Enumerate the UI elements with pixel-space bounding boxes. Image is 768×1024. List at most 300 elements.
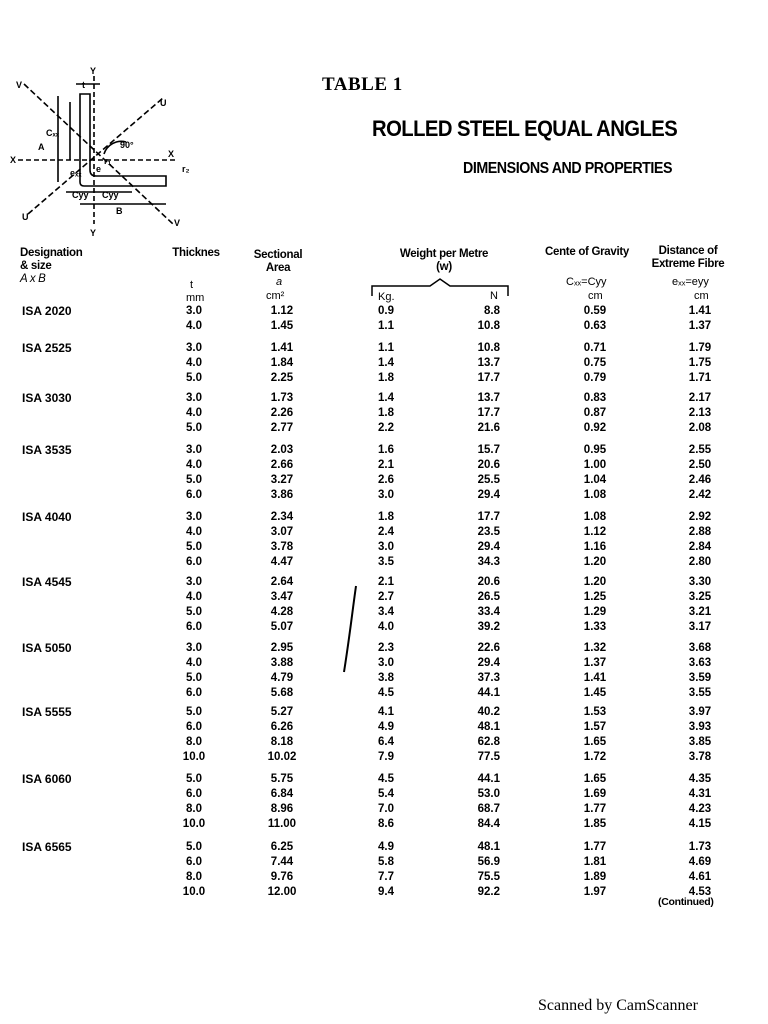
row-designation: ISA 3030	[22, 391, 72, 405]
row-thickness: 5.0	[186, 841, 202, 853]
table-row	[0, 319, 768, 334]
diagram-label-u-bottom: U	[22, 212, 29, 222]
row-area: 2.25	[270, 372, 294, 384]
row-thickness: 5.0	[186, 474, 202, 486]
row-extreme-fibre: 4.35	[688, 773, 712, 785]
diagram-label-cxx: Cₓₓ	[46, 128, 60, 138]
diagram-label-angle: 90°	[120, 140, 134, 150]
row-weight-n: 33.4	[477, 606, 500, 618]
row-area: 2.34	[270, 511, 294, 523]
row-centre-gravity: 1.89	[583, 871, 607, 883]
row-centre-gravity: 0.59	[583, 305, 607, 317]
diagram-label-cyy-right: Cyy	[102, 190, 119, 200]
row-thickness: 8.0	[186, 871, 202, 883]
row-weight-kg: 3.0	[378, 657, 394, 669]
header-thickness-unit: mm	[186, 292, 205, 304]
row-weight-kg: 9.4	[378, 886, 394, 898]
row-area: 2.26	[270, 407, 294, 419]
row-weight-n: 29.4	[477, 489, 500, 501]
row-thickness: 3.0	[186, 576, 202, 588]
row-weight-n: 25.5	[477, 474, 500, 486]
row-thickness: 4.0	[186, 407, 202, 419]
row-centre-gravity: 0.63	[583, 320, 607, 332]
row-weight-kg: 1.1	[378, 320, 394, 332]
row-weight-n: 17.7	[477, 407, 500, 419]
row-weight-kg: 1.4	[378, 392, 394, 404]
row-extreme-fibre: 3.93	[688, 721, 712, 733]
row-centre-gravity: 1.97	[583, 886, 607, 898]
row-centre-gravity: 1.65	[583, 736, 607, 748]
table-row	[0, 341, 768, 356]
table-row	[0, 421, 768, 436]
row-weight-kg: 4.1	[378, 706, 394, 718]
row-thickness: 6.0	[186, 489, 202, 501]
row-centre-gravity: 1.00	[583, 459, 607, 471]
row-weight-kg: 1.6	[378, 444, 394, 456]
row-weight-n: 84.4	[477, 818, 500, 830]
row-centre-gravity: 1.08	[583, 489, 607, 501]
table-label: TABLE 1	[322, 74, 403, 95]
page-subtitle: DIMENSIONS AND PROPERTIES	[463, 160, 673, 177]
row-thickness: 3.0	[186, 511, 202, 523]
row-weight-kg: 7.7	[378, 871, 394, 883]
diagram-label-x-left: X	[10, 155, 17, 165]
row-weight-kg: 3.0	[378, 489, 394, 501]
row-thickness: 5.0	[186, 372, 202, 384]
row-centre-gravity: 1.72	[583, 751, 607, 763]
header-cog: Cente of Gravity	[544, 246, 630, 258]
row-thickness: 10.0	[182, 886, 206, 898]
diagram-label-v-bottom: V	[174, 218, 181, 228]
row-weight-n: 29.4	[477, 541, 500, 553]
row-weight-kg: 2.6	[378, 474, 394, 486]
table-row	[0, 371, 768, 386]
table-row	[0, 510, 768, 525]
row-thickness: 4.0	[186, 657, 202, 669]
row-extreme-fibre: 3.63	[688, 657, 712, 669]
row-extreme-fibre: 2.88	[688, 526, 712, 538]
row-extreme-fibre: 2.13	[688, 407, 712, 419]
row-extreme-fibre: 1.73	[688, 841, 712, 853]
table-row	[0, 855, 768, 870]
row-area: 3.88	[270, 657, 294, 669]
row-area: 7.44	[270, 856, 294, 868]
header-extreme-formula: eₓₓ=eyy	[672, 276, 709, 288]
row-weight-n: 44.1	[477, 687, 500, 699]
row-extreme-fibre: 2.08	[688, 422, 712, 434]
table-row	[0, 772, 768, 787]
row-thickness: 5.0	[186, 541, 202, 553]
row-area: 6.26	[270, 721, 294, 733]
table-row	[0, 671, 768, 686]
row-designation: ISA 2525	[22, 341, 72, 355]
row-extreme-fibre: 3.59	[688, 672, 712, 684]
row-centre-gravity: 1.25	[583, 591, 607, 603]
table-row	[0, 473, 768, 488]
diagram-label-r1: r₁	[104, 156, 112, 166]
diagram-label-r2: r₂	[182, 164, 190, 174]
table-row	[0, 406, 768, 421]
row-extreme-fibre: 2.46	[688, 474, 712, 486]
row-centre-gravity: 0.95	[583, 444, 607, 456]
row-centre-gravity: 1.41	[583, 672, 607, 684]
row-area: 8.18	[270, 736, 294, 748]
page-title: ROLLED STEEL EQUAL ANGLES	[372, 116, 678, 141]
row-weight-kg: 2.1	[378, 459, 394, 471]
row-thickness: 6.0	[186, 721, 202, 733]
row-centre-gravity: 1.53	[583, 706, 607, 718]
row-centre-gravity: 0.71	[583, 342, 607, 354]
row-area: 12.00	[267, 886, 297, 898]
row-area: 6.25	[270, 841, 294, 853]
continued-note: (Continued)	[658, 896, 714, 908]
row-centre-gravity: 1.20	[583, 576, 607, 588]
row-weight-kg: 1.1	[378, 342, 394, 354]
table-row	[0, 656, 768, 671]
row-thickness: 6.0	[186, 556, 202, 568]
row-weight-n: 56.9	[477, 856, 500, 868]
row-area: 3.27	[270, 474, 294, 486]
row-extreme-fibre: 2.42	[688, 489, 712, 501]
row-area: 6.84	[270, 788, 294, 800]
header-area-symbol: a	[276, 276, 283, 288]
row-thickness: 5.0	[186, 773, 202, 785]
row-weight-n: 15.7	[477, 444, 500, 456]
row-weight-n: 22.6	[477, 642, 500, 654]
row-weight-kg: 3.8	[378, 672, 394, 684]
row-extreme-fibre: 3.68	[688, 642, 712, 654]
row-weight-kg: 6.4	[378, 736, 394, 748]
row-area: 5.75	[270, 773, 294, 785]
row-weight-kg: 3.5	[378, 556, 394, 568]
row-weight-n: 77.5	[477, 751, 500, 763]
row-extreme-fibre: 3.97	[688, 706, 712, 718]
row-centre-gravity: 1.04	[583, 474, 607, 486]
diagram-label-e: e	[96, 164, 102, 174]
row-weight-kg: 5.8	[378, 856, 394, 868]
row-thickness: 8.0	[186, 736, 202, 748]
table-row	[0, 590, 768, 605]
row-area: 2.77	[270, 422, 294, 434]
row-designation: ISA 5555	[22, 705, 72, 719]
row-extreme-fibre: 3.55	[688, 687, 712, 699]
row-thickness: 5.0	[186, 422, 202, 434]
row-weight-kg: 5.4	[378, 788, 394, 800]
row-weight-n: 10.8	[477, 342, 500, 354]
row-area: 1.41	[270, 342, 294, 354]
row-extreme-fibre: 1.79	[688, 342, 712, 354]
row-weight-n: 48.1	[477, 841, 500, 853]
table-row	[0, 735, 768, 750]
row-area: 5.27	[270, 706, 294, 718]
row-weight-kg: 8.6	[378, 818, 394, 830]
row-area: 3.78	[270, 541, 294, 553]
row-extreme-fibre: 4.15	[688, 818, 712, 830]
row-centre-gravity: 0.83	[583, 392, 607, 404]
row-weight-kg: 4.9	[378, 841, 394, 853]
row-designation: ISA 4545	[22, 575, 72, 589]
diagram-label-cyy-left: Cyy	[72, 190, 89, 200]
row-thickness: 5.0	[186, 606, 202, 618]
row-extreme-fibre: 1.37	[688, 320, 712, 332]
header-extreme-fibre: Distance of Extreme Fibre	[651, 245, 725, 270]
table-row	[0, 641, 768, 656]
table-row	[0, 540, 768, 555]
row-centre-gravity: 1.65	[583, 773, 607, 785]
row-thickness: 4.0	[186, 526, 202, 538]
row-centre-gravity: 1.81	[583, 856, 607, 868]
row-weight-n: 21.6	[477, 422, 500, 434]
row-area: 8.96	[270, 803, 294, 815]
row-extreme-fibre: 4.61	[688, 871, 712, 883]
row-thickness: 4.0	[186, 357, 202, 369]
row-centre-gravity: 1.33	[583, 621, 607, 633]
row-weight-n: 17.7	[477, 372, 500, 384]
row-extreme-fibre: 2.84	[688, 541, 712, 553]
row-extreme-fibre: 4.69	[688, 856, 712, 868]
row-weight-kg: 3.0	[378, 541, 394, 553]
row-extreme-fibre: 4.53	[688, 886, 712, 898]
row-designation: ISA 2020	[22, 304, 72, 318]
table-row	[0, 705, 768, 720]
row-area: 9.76	[270, 871, 294, 883]
row-area: 4.28	[270, 606, 294, 618]
row-extreme-fibre: 1.71	[688, 372, 712, 384]
row-centre-gravity: 0.75	[583, 357, 607, 369]
row-weight-kg: 2.7	[378, 591, 394, 603]
row-weight-kg: 4.5	[378, 773, 394, 785]
row-weight-n: 39.2	[477, 621, 500, 633]
row-extreme-fibre: 3.25	[688, 591, 712, 603]
row-weight-kg: 0.9	[378, 305, 394, 317]
diagram-label-exx: eₓₓ	[70, 168, 82, 178]
row-centre-gravity: 1.45	[583, 687, 607, 699]
row-centre-gravity: 0.92	[583, 422, 607, 434]
diagram-label-t: t	[82, 80, 85, 90]
table-row	[0, 575, 768, 590]
row-weight-n: 53.0	[477, 788, 500, 800]
row-area: 1.45	[270, 320, 294, 332]
row-centre-gravity: 1.77	[583, 803, 607, 815]
row-weight-n: 68.7	[477, 803, 500, 815]
row-extreme-fibre: 2.92	[688, 511, 712, 523]
row-centre-gravity: 1.32	[583, 642, 607, 654]
row-weight-n: 44.1	[477, 773, 500, 785]
diagram-label-a: A	[38, 142, 45, 152]
row-weight-n: 34.3	[477, 556, 500, 568]
row-thickness: 10.0	[182, 751, 206, 763]
row-area: 4.47	[270, 556, 294, 568]
row-designation: ISA 5050	[22, 641, 72, 655]
header-area-unit: cm²	[266, 290, 285, 302]
table-row	[0, 488, 768, 503]
table-row	[0, 304, 768, 319]
row-extreme-fibre: 4.23	[688, 803, 712, 815]
row-area: 2.95	[270, 642, 294, 654]
row-designation: ISA 3535	[22, 443, 72, 457]
table-row	[0, 391, 768, 406]
table-row	[0, 840, 768, 855]
row-area: 1.73	[270, 392, 294, 404]
row-extreme-fibre: 1.41	[688, 305, 712, 317]
row-weight-n: 37.3	[477, 672, 500, 684]
row-extreme-fibre: 3.85	[688, 736, 712, 748]
row-weight-kg: 7.9	[378, 751, 394, 763]
row-thickness: 8.0	[186, 803, 202, 815]
row-weight-kg: 4.9	[378, 721, 394, 733]
row-thickness: 3.0	[186, 342, 202, 354]
row-extreme-fibre: 3.78	[688, 751, 712, 763]
row-weight-n: 48.1	[477, 721, 500, 733]
row-extreme-fibre: 2.55	[688, 444, 712, 456]
row-area: 5.68	[270, 687, 294, 699]
row-weight-n: 8.8	[484, 305, 500, 317]
row-weight-n: 23.5	[477, 526, 500, 538]
diagram-label-x-right: X	[168, 149, 175, 159]
table-row	[0, 802, 768, 817]
header-extreme-unit: cm	[694, 290, 709, 302]
row-thickness: 5.0	[186, 672, 202, 684]
row-weight-kg: 4.0	[378, 621, 394, 633]
row-weight-kg: 1.8	[378, 511, 394, 523]
row-extreme-fibre: 4.31	[688, 788, 712, 800]
row-weight-n: 62.8	[477, 736, 500, 748]
row-area: 3.07	[270, 526, 294, 538]
header-thickness: Thicknes	[172, 247, 220, 259]
row-centre-gravity: 1.20	[583, 556, 607, 568]
table-row	[0, 605, 768, 620]
row-weight-n: 20.6	[477, 576, 500, 588]
row-centre-gravity: 1.16	[583, 541, 607, 553]
row-weight-n: 17.7	[477, 511, 500, 523]
header-weight-kg: Kg.	[378, 291, 395, 303]
row-designation: ISA 4040	[22, 510, 72, 524]
row-weight-n: 13.7	[477, 357, 500, 369]
row-thickness: 3.0	[186, 444, 202, 456]
row-area: 5.07	[270, 621, 294, 633]
row-area: 3.47	[270, 591, 294, 603]
row-extreme-fibre: 2.80	[688, 556, 712, 568]
row-centre-gravity: 1.85	[583, 818, 607, 830]
row-weight-kg: 4.5	[378, 687, 394, 699]
row-designation: ISA 6060	[22, 772, 72, 786]
row-area: 3.86	[270, 489, 294, 501]
row-thickness: 4.0	[186, 591, 202, 603]
row-area: 2.64	[270, 576, 294, 588]
row-thickness: 3.0	[186, 392, 202, 404]
row-thickness: 3.0	[186, 305, 202, 317]
table-row	[0, 525, 768, 540]
row-thickness: 5.0	[186, 706, 202, 718]
header-cog-unit: cm	[588, 290, 603, 302]
row-centre-gravity: 1.29	[583, 606, 607, 618]
header-designation: Designation & size A x B	[20, 247, 83, 285]
row-weight-n: 20.6	[477, 459, 500, 471]
row-thickness: 4.0	[186, 320, 202, 332]
table-row	[0, 620, 768, 635]
table-row	[0, 686, 768, 701]
row-area: 11.00	[267, 818, 297, 830]
diagram-label-u-top: U	[160, 98, 167, 108]
row-area: 1.84	[270, 357, 294, 369]
table-row	[0, 787, 768, 802]
row-thickness: 4.0	[186, 459, 202, 471]
row-weight-kg: 1.4	[378, 357, 394, 369]
row-area: 2.03	[270, 444, 294, 456]
header-weight: Weight per Metre (w)	[399, 248, 489, 273]
scanner-watermark: Scanned by CamScanner	[538, 997, 698, 1014]
table-row	[0, 720, 768, 735]
row-centre-gravity: 0.87	[583, 407, 607, 419]
row-extreme-fibre: 1.75	[688, 357, 712, 369]
table-row	[0, 885, 768, 900]
pen-stroke-mark	[340, 584, 360, 674]
header-cog-formula: Cₓₓ=Cyy	[566, 276, 607, 288]
table-row	[0, 750, 768, 765]
diagram-label-v-top: V	[16, 80, 23, 90]
diagram-label-y-bottom: Y	[90, 228, 97, 238]
row-area: 10.02	[267, 751, 297, 763]
row-thickness: 6.0	[186, 856, 202, 868]
row-area: 4.79	[270, 672, 294, 684]
row-centre-gravity: 1.12	[583, 526, 607, 538]
table-row	[0, 555, 768, 570]
row-weight-kg: 3.4	[378, 606, 394, 618]
row-weight-kg: 7.0	[378, 803, 394, 815]
row-weight-n: 26.5	[477, 591, 500, 603]
row-extreme-fibre: 2.17	[688, 392, 712, 404]
row-area: 2.66	[270, 459, 294, 471]
row-weight-n: 40.2	[477, 706, 500, 718]
table-row	[0, 817, 768, 832]
row-extreme-fibre: 3.17	[688, 621, 712, 633]
row-weight-kg: 2.2	[378, 422, 394, 434]
diagram-label-y-top: Y	[90, 66, 97, 76]
row-thickness: 3.0	[186, 642, 202, 654]
row-thickness: 6.0	[186, 621, 202, 633]
header-weight-n: N	[490, 290, 498, 302]
table-row	[0, 356, 768, 371]
row-designation: ISA 6565	[22, 840, 72, 854]
angle-section-diagram	[8, 64, 208, 240]
header-area: Sectional Area	[253, 249, 303, 274]
row-weight-n: 13.7	[477, 392, 500, 404]
table-row	[0, 458, 768, 473]
row-weight-kg: 2.3	[378, 642, 394, 654]
row-weight-kg: 2.1	[378, 576, 394, 588]
row-weight-n: 10.8	[477, 320, 500, 332]
row-extreme-fibre: 2.50	[688, 459, 712, 471]
table-row	[0, 870, 768, 885]
row-centre-gravity: 1.69	[583, 788, 607, 800]
row-centre-gravity: 1.37	[583, 657, 607, 669]
row-thickness: 10.0	[182, 818, 206, 830]
header-thickness-symbol: t	[190, 279, 194, 291]
row-weight-kg: 2.4	[378, 526, 394, 538]
row-weight-kg: 1.8	[378, 407, 394, 419]
row-centre-gravity: 1.57	[583, 721, 607, 733]
row-extreme-fibre: 3.21	[688, 606, 712, 618]
row-extreme-fibre: 3.30	[688, 576, 712, 588]
diagram-label-b: B	[116, 206, 123, 216]
row-thickness: 6.0	[186, 788, 202, 800]
row-weight-kg: 1.8	[378, 372, 394, 384]
row-centre-gravity: 1.08	[583, 511, 607, 523]
table-row	[0, 443, 768, 458]
row-centre-gravity: 0.79	[583, 372, 607, 384]
row-centre-gravity: 1.77	[583, 841, 607, 853]
row-area: 1.12	[270, 305, 294, 317]
